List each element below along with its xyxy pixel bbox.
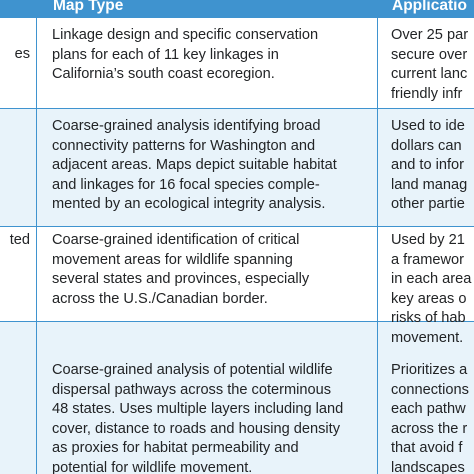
column-divider <box>377 18 378 474</box>
row-1-name-fragment: es <box>14 46 30 62</box>
row-divider <box>0 226 474 227</box>
row-1-map-type: Linkage design and specific conservation plans for each of 11 key linkages in California’s south coast ecoregion. <box>52 27 319 82</box>
row-3-map-type: Coarse-grained identification of critical movement areas for wildlife spanning several states and provinces, especially across the U.S./Canadian border. <box>52 232 310 307</box>
row-4-map-type: Coarse-grained analysis of potential wildlife dispersal pathways across the coterminous 48 states. Uses multiple layers including land cover, distance to roads and housing density as proxies for habitat permeability and potential for wildlife movement. <box>52 362 344 474</box>
header-application: Applicatio <box>392 0 467 14</box>
header-map-type: Map Type <box>53 0 124 14</box>
row-divider <box>0 108 474 109</box>
row-2-map-type: Coarse-grained analysis identifying broad connectivity patterns for Washington and adjacent areas. Maps depict suitable habitat and linkages for 16 focal species comple- mented by an ecological integrity analysis. <box>52 118 337 212</box>
table-header <box>0 0 474 18</box>
row-3-name-fragment: ted <box>9 232 30 248</box>
row-4-application: Prioritizes a connections each pathw across the r that avoid f landscapes <box>391 362 469 474</box>
column-divider <box>36 18 37 474</box>
row-3-application: Used by 21 a framewor in each area key areas o risks of hab movement. <box>391 232 472 346</box>
row-2-application: Used to ide dollars can and to infor land manag other partie <box>391 118 468 212</box>
row-1-application: Over 25 par secure over current lanc friendly infr <box>391 27 469 102</box>
